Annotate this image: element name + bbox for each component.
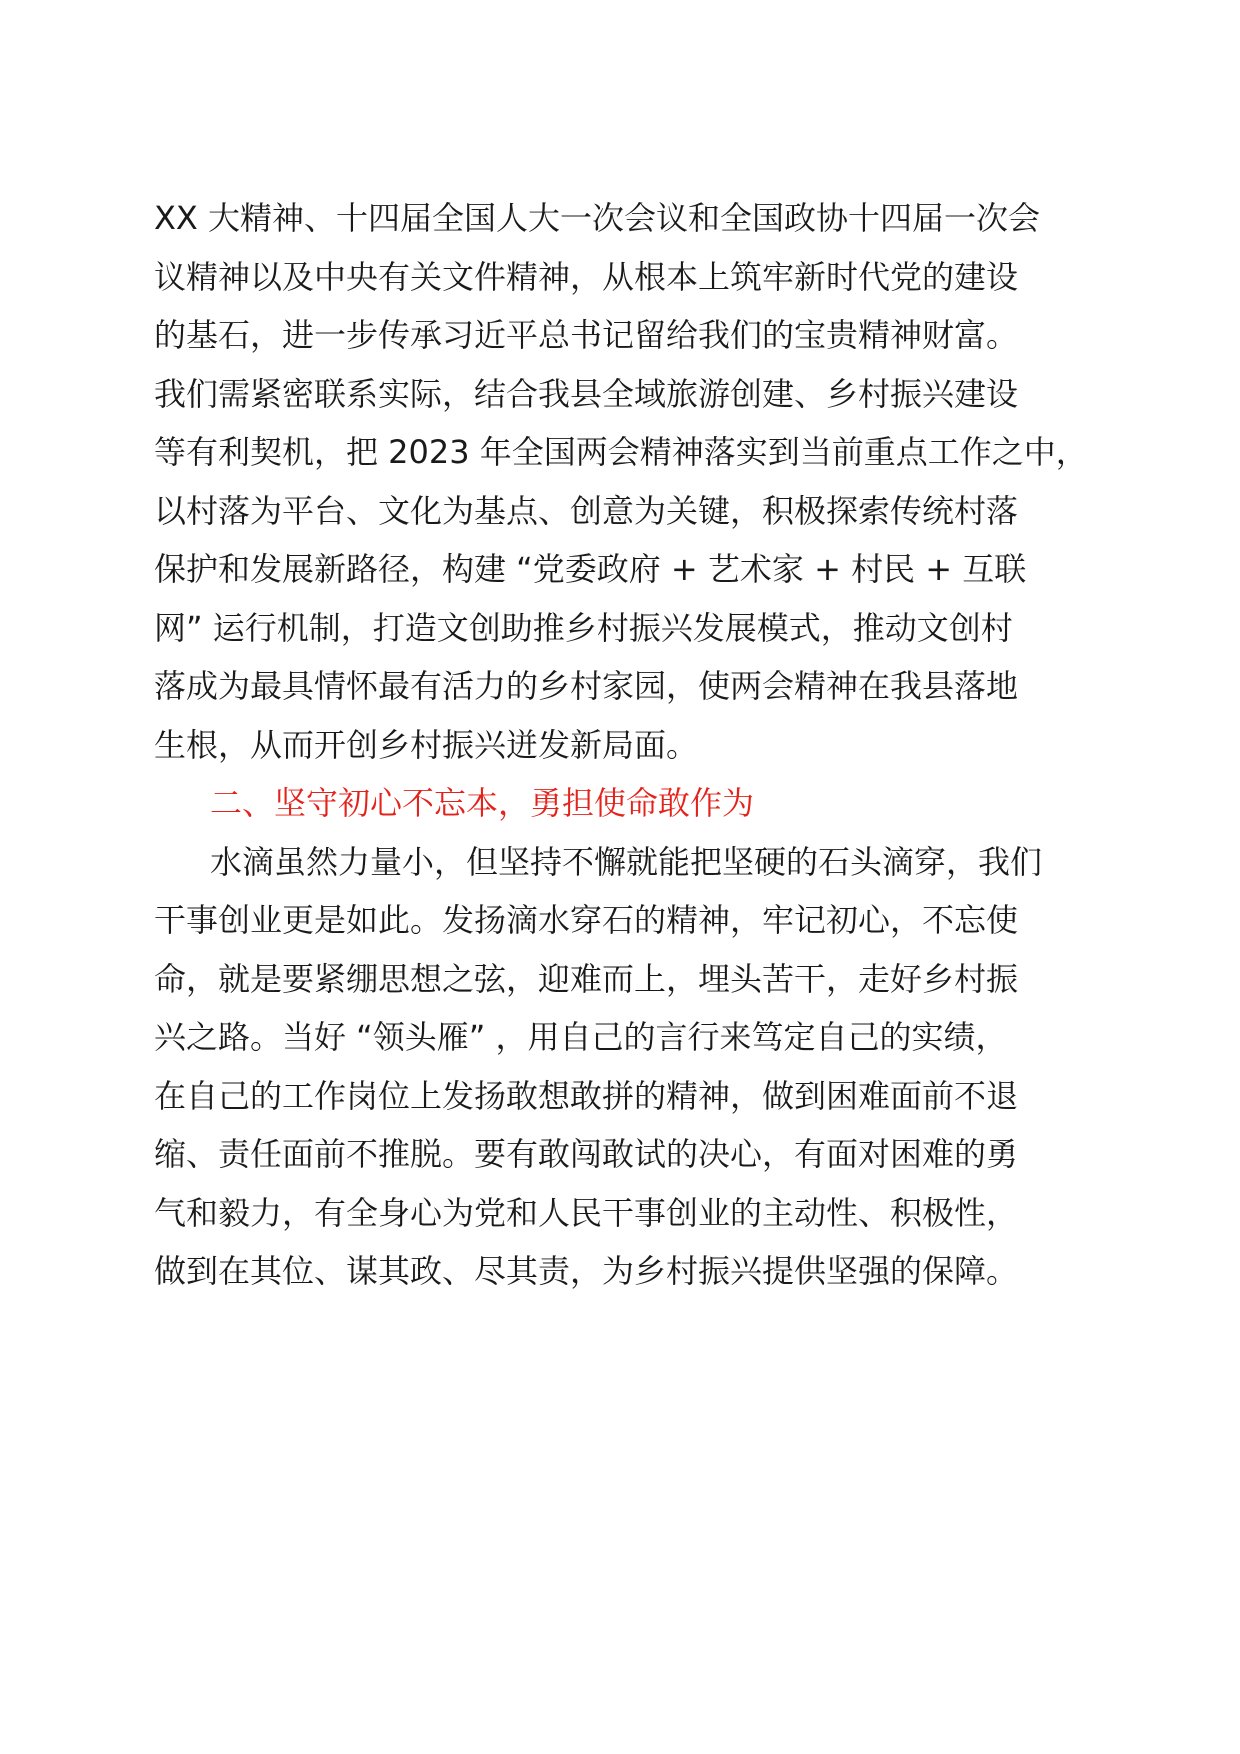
paragraph-line: 落成为最具情怀最有活力的乡村家园，使两会精神在我县落地 xyxy=(154,667,1019,705)
paragraph-line: 气和毅力，有全身心为党和人民干事创业的主动性、积极性， xyxy=(154,1194,1019,1232)
paragraph-line: 命，就是要紧绷思想之弦，迎难而上，埋头苦干，走好乡村振 xyxy=(154,960,1019,998)
paragraph-line: 保护和发展新路径，构建 “党委政府 + 艺术家 + 村民 + 互联 xyxy=(154,550,1027,588)
section-heading: 二、坚守初心不忘本，勇担使命敢作为 xyxy=(210,784,755,822)
paragraph-line: 网” 运行机制，打造文创助推乡村振兴发展模式，推动文创村 xyxy=(154,609,1013,647)
paragraph-line: 议精神以及中央有关文件精神，从根本上筑牢新时代党的建设 xyxy=(154,258,1019,296)
paragraph-line: 干事创业更是如此。发扬滴水穿石的精神，牢记初心，不忘使 xyxy=(154,901,1019,939)
paragraph-line: 生根，从而开创乡村振兴迸发新局面。 xyxy=(154,726,699,764)
paragraph-line: 水滴虽然力量小，但坚持不懈就能把坚硬的石头滴穿，我们 xyxy=(210,843,1043,881)
paragraph-line: 缩、责任面前不推脱。要有敢闯敢试的决心，有面对困难的勇 xyxy=(154,1135,1019,1173)
paragraph-line: 我们需紧密联系实际，结合我县全域旅游创建、乡村振兴建设 xyxy=(154,375,1019,413)
paragraph-line: 等有利契机，把 2023 年全国两会精神落实到当前重点工作之中， xyxy=(154,433,1088,471)
paragraph-line: 兴之路。当好 “领头雁” ，用自己的言行来笃定自己的实绩， xyxy=(154,1018,1008,1056)
paragraph-line: 以村落为平台、文化为基点、创意为关键，积极探索传统村落 xyxy=(154,492,1019,530)
paragraph-line: XX 大精神、十四届全国人大一次会议和全国政协十四届一次会 xyxy=(154,199,1041,237)
paragraph-line: 做到在其位、谋其政、尽其责，为乡村振兴提供坚强的保障。 xyxy=(154,1252,1019,1290)
paragraph-line: 的基石，进一步传承习近平总书记留给我们的宝贵精神财富。 xyxy=(154,316,1019,354)
paragraph-line: 在自己的工作岗位上发扬敢想敢拼的精神，做到困难面前不退 xyxy=(154,1077,1019,1115)
